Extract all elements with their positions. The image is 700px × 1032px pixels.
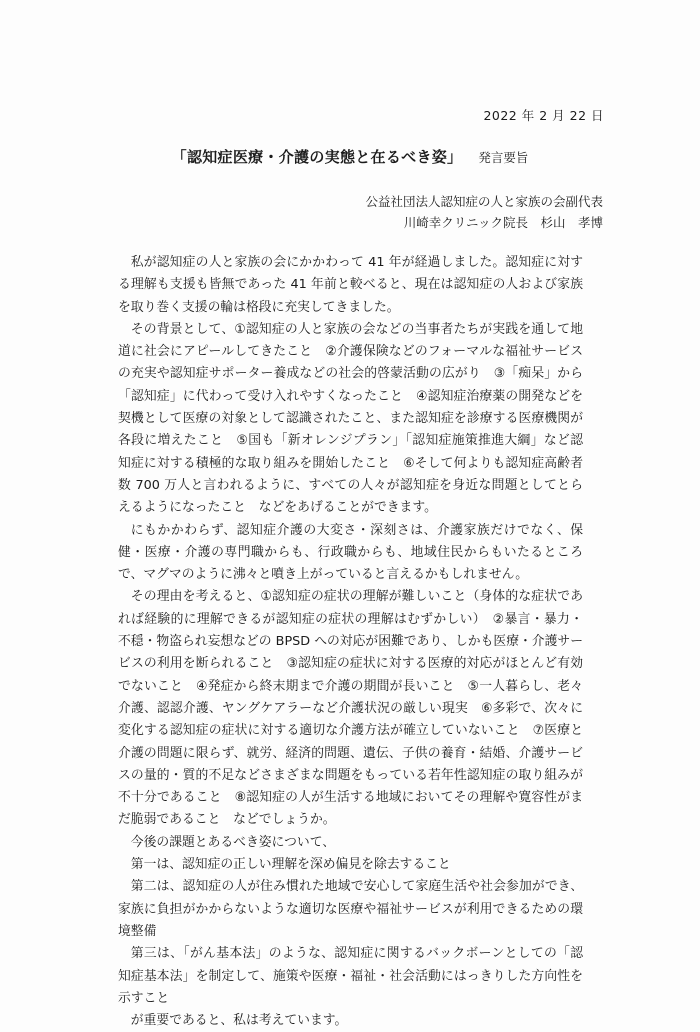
- author-affiliation: 公益社団法人認知症の人と家族の会副代表: [365, 194, 603, 209]
- paragraph-history: 私が認知症の人と家族の会にかかわって 41 年が経過しました。認知症に対する理解も支援も皆無であった 41 年前と較べると、現在は認知症の人および家族を取り巻く支援の輪は格段に充実してきました。: [118, 255, 583, 315]
- paragraph-third-point: 第三は、「がん基本法」のような、認知症に関するバックボーンとしての「認知症基本法」を制定して、施策や医療・福祉・社会活動にはっきりした方向性を示すこと: [118, 946, 583, 1006]
- paragraph-difficulty: にもかかわらず、認知症介護の大変さ・深刻さは、介護家族だけでなく、保健・医療・介護の専門職からも、行政職からも、地域住民からもいたるところで、マグマのように沸々と噴き上がっていると言えるかもしれません。: [118, 522, 583, 583]
- paragraph-background: その背景として、①認知症の人と家族の会などの当事者たちが実践を通して地道に社会にアピールしてきたこと ②介護保険などのフォーマルな福祉サービスの充実や認知症サポーター養成などの社会的啓蒙活動の広がり ③「痴呆」から「認知症」に代わって受け入れやすくなったこと ④認知症治療薬の開発などを契機として医療の対象として認識されたこと、また認知症を診療する医療機関が各段に増えたこと ⑤国も「新オレンジプラン」「認知症施策推進大綱」など認知症に対する積極的な取り組みを開始したこと ⑥そして何よりも認知症高齢者数 700 万人と言われるように、すべての人々が認知症を身近な問題としてとらえるようになったこと などをあげることができます。: [118, 321, 583, 516]
- title-row: [0, 146, 700, 167]
- paragraph-first-point: 第一は、認知症の正しい理解を深め偏見を除去すること: [130, 857, 451, 873]
- paragraph-future-intro: 今後の課題とあるべき姿について、: [130, 834, 336, 850]
- document-body: [118, 252, 583, 1032]
- paragraph-reasons: その理由を考えると、①認知症の症状の理解が難しいこと（身体的な症状であれば経験的に理解できるが認知症の症状の理解はむずかしい） ②暴言・暴力・不穏・物盗られ妄想などの BPSD への対応が困難であり、しかも医療・介護サービスの利用を断られること ③認知症の症状に対する医療的対応がほとんど有効でないこと ④発症から終末期まで介護の期間が長いこと ⑤一人暮らし、老々介護、認認介護、ヤングケアラーなど介護状況の厳しい現実 ⑥多彩で、次々に変化する認知症の症状に対する適切な介護方法が確立していないこと ⑦医療と介護の問題に限らず、就労、経済的問題、遺伝、子供の養育・結婚、介護サービスの量的・質的不足などさまざまな問題をもっている若年性認知症の取り組みが不十分であること ⑧認知症の人が生活する地域においてその理解や寛容性がまだ脆弱であること などでしょうか。: [118, 589, 583, 828]
- paragraph-conclusion: が重要であると、私は考えています。: [130, 1013, 348, 1029]
- author-name: 川崎幸クリニック院長 杉山 孝博: [403, 215, 603, 230]
- document-subtitle: 発言要旨: [478, 150, 529, 165]
- document-date: 2022 年 2 月 22 日: [483, 108, 604, 123]
- paragraph-second-point: 第二は、認知症の人が住み慣れた地域で安心して家庭生活や社会参加ができ、家族に負担がかからないような適切な医療や福祉サービスが利用できるための環境整備: [118, 879, 583, 939]
- document-title: 「認知症医療・介護の実態と在るべき姿」: [171, 148, 463, 166]
